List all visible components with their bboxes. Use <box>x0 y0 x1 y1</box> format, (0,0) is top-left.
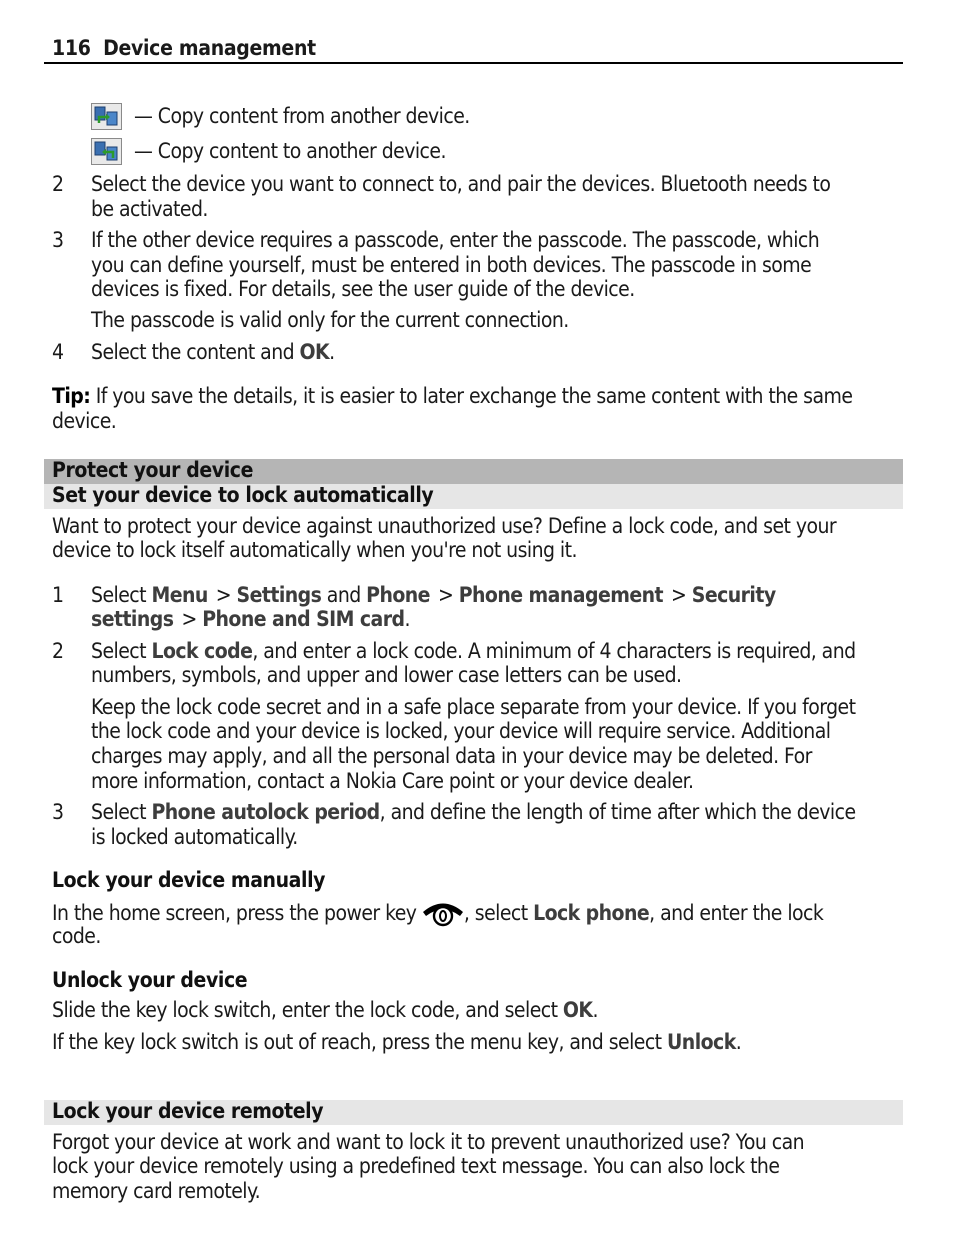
remote-text: lock your device remotely using a predefined text message. You can also lock the <box>52 1154 780 1178</box>
step-text <box>91 800 856 825</box>
unlock-text <box>52 998 598 1023</box>
step-text-part: Select <box>91 639 152 663</box>
step-number: 3 <box>52 228 65 252</box>
step-text: Select the device you want to connect to, and pair the devices. Bluetooth needs to <box>91 172 831 196</box>
step-text-part: . <box>404 607 410 631</box>
step-text: numbers, symbols, and upper and lower case letters can be used. <box>91 663 682 687</box>
unlock-text-part: If the key lock switch is out of reach, press the menu key, and select <box>52 1030 667 1054</box>
intro-text: Want to protect your device against unauthorized use? Define a lock code, and set your <box>52 514 837 538</box>
header-rule <box>44 62 903 64</box>
icon-description: — Copy content from another device. <box>134 104 470 128</box>
step-note: charges may apply, and all the personal data in your device may be deleted. For <box>91 744 812 768</box>
power-key-icon <box>420 899 466 927</box>
subsection-title: Lock your device remotely <box>52 1099 324 1123</box>
lock-phone-term: Lock phone <box>533 901 650 925</box>
unlock-text-part: Slide the key lock switch, enter the lock code, and select <box>52 998 563 1022</box>
step-text: you can define yourself, must be entered in both devices. The passcode in some <box>91 253 812 277</box>
manual-text-part: In the home screen, press the power key <box>52 901 422 925</box>
security-settings-term: settings <box>91 607 174 631</box>
remote-text: Forgot your device at work and want to lock it to prevent unauthorized use? You can <box>52 1130 805 1154</box>
autolock-term: Phone autolock period <box>151 800 380 824</box>
unlock-text-part: . <box>592 998 598 1022</box>
page-header <box>52 36 316 60</box>
step-text-part: Select <box>91 583 152 607</box>
tip-label: Tip: <box>52 384 91 408</box>
section-title: Protect your device <box>52 458 253 482</box>
phone-term: Phone <box>366 583 430 607</box>
manual-text <box>52 899 823 927</box>
subheading: Unlock your device <box>52 968 248 992</box>
copy-from-device-icon <box>91 103 122 130</box>
phone-management-term: Phone management <box>458 583 664 607</box>
step-note: Keep the lock code secret and in a safe place separate from your device. If you forget <box>91 695 856 719</box>
lock-code-term: Lock code <box>151 639 253 663</box>
unlock-text <box>52 1030 741 1055</box>
copy-to-device-icon <box>91 138 122 165</box>
step-text-part: and <box>321 583 367 607</box>
phone-sim-term: Phone and SIM card <box>202 607 405 631</box>
step-text <box>91 340 335 365</box>
step-text-part: , and enter a lock code. A minimum of 4 characters is required, and <box>252 639 856 663</box>
step-text <box>91 639 856 664</box>
step-number: 2 <box>52 639 65 663</box>
intro-text: device to lock itself automatically when you're not using it. <box>52 538 577 562</box>
step-text: be activated. <box>91 197 208 221</box>
manual-text-part: , select <box>463 901 534 925</box>
unlock-text-part: . <box>735 1030 742 1054</box>
step-note: the lock code and your device is locked, your device will require service. Additional <box>91 719 831 743</box>
page-number: 116 <box>52 36 91 60</box>
step-text: If the other device requires a passcode, enter the passcode. The passcode, which <box>91 228 820 252</box>
step-text <box>91 583 776 608</box>
tip-paragraph <box>52 384 852 409</box>
ok-term: OK <box>299 340 330 364</box>
step-text-part: , and define the length of time after which the device <box>379 800 856 824</box>
settings-term: Settings <box>236 583 322 607</box>
step-text-part: Select <box>91 800 152 824</box>
menu-term: Menu <box>151 583 208 607</box>
security-term: Security <box>691 583 776 607</box>
step-text: is locked automatically. <box>91 825 298 849</box>
path-separator: > <box>671 583 687 607</box>
path-separator: > <box>215 583 232 607</box>
path-separator: > <box>437 583 454 607</box>
unlock-term: Unlock <box>667 1030 736 1054</box>
step-text: devices is fixed. For details, see the user guide of the device. <box>91 277 635 301</box>
manual-text: code. <box>52 924 101 948</box>
tip-text: If you save the details, it is easier to later exchange the same content with the same <box>90 384 853 408</box>
step-note: The passcode is valid only for the current connection. <box>91 308 569 332</box>
step-text-part: . <box>329 340 335 364</box>
step-text <box>91 607 410 632</box>
path-separator: > <box>181 607 197 631</box>
step-number: 1 <box>52 583 65 607</box>
step-number: 4 <box>52 340 65 364</box>
subheading: Lock your device manually <box>52 868 326 892</box>
chapter-title: Device management <box>103 36 316 60</box>
step-number: 3 <box>52 800 65 824</box>
step-note: more information, contact a Nokia Care point or your device dealer. <box>91 769 694 793</box>
ok-term: OK <box>562 998 593 1022</box>
manual-text-part: , and enter the lock <box>649 901 824 925</box>
subsection-title: Set your device to lock automatically <box>52 483 434 507</box>
tip-text: device. <box>52 409 117 433</box>
remote-text: memory card remotely. <box>52 1179 261 1203</box>
icon-description: — Copy content to another device. <box>134 139 446 163</box>
step-number: 2 <box>52 172 65 196</box>
step-text-part: Select the content and <box>91 340 300 364</box>
